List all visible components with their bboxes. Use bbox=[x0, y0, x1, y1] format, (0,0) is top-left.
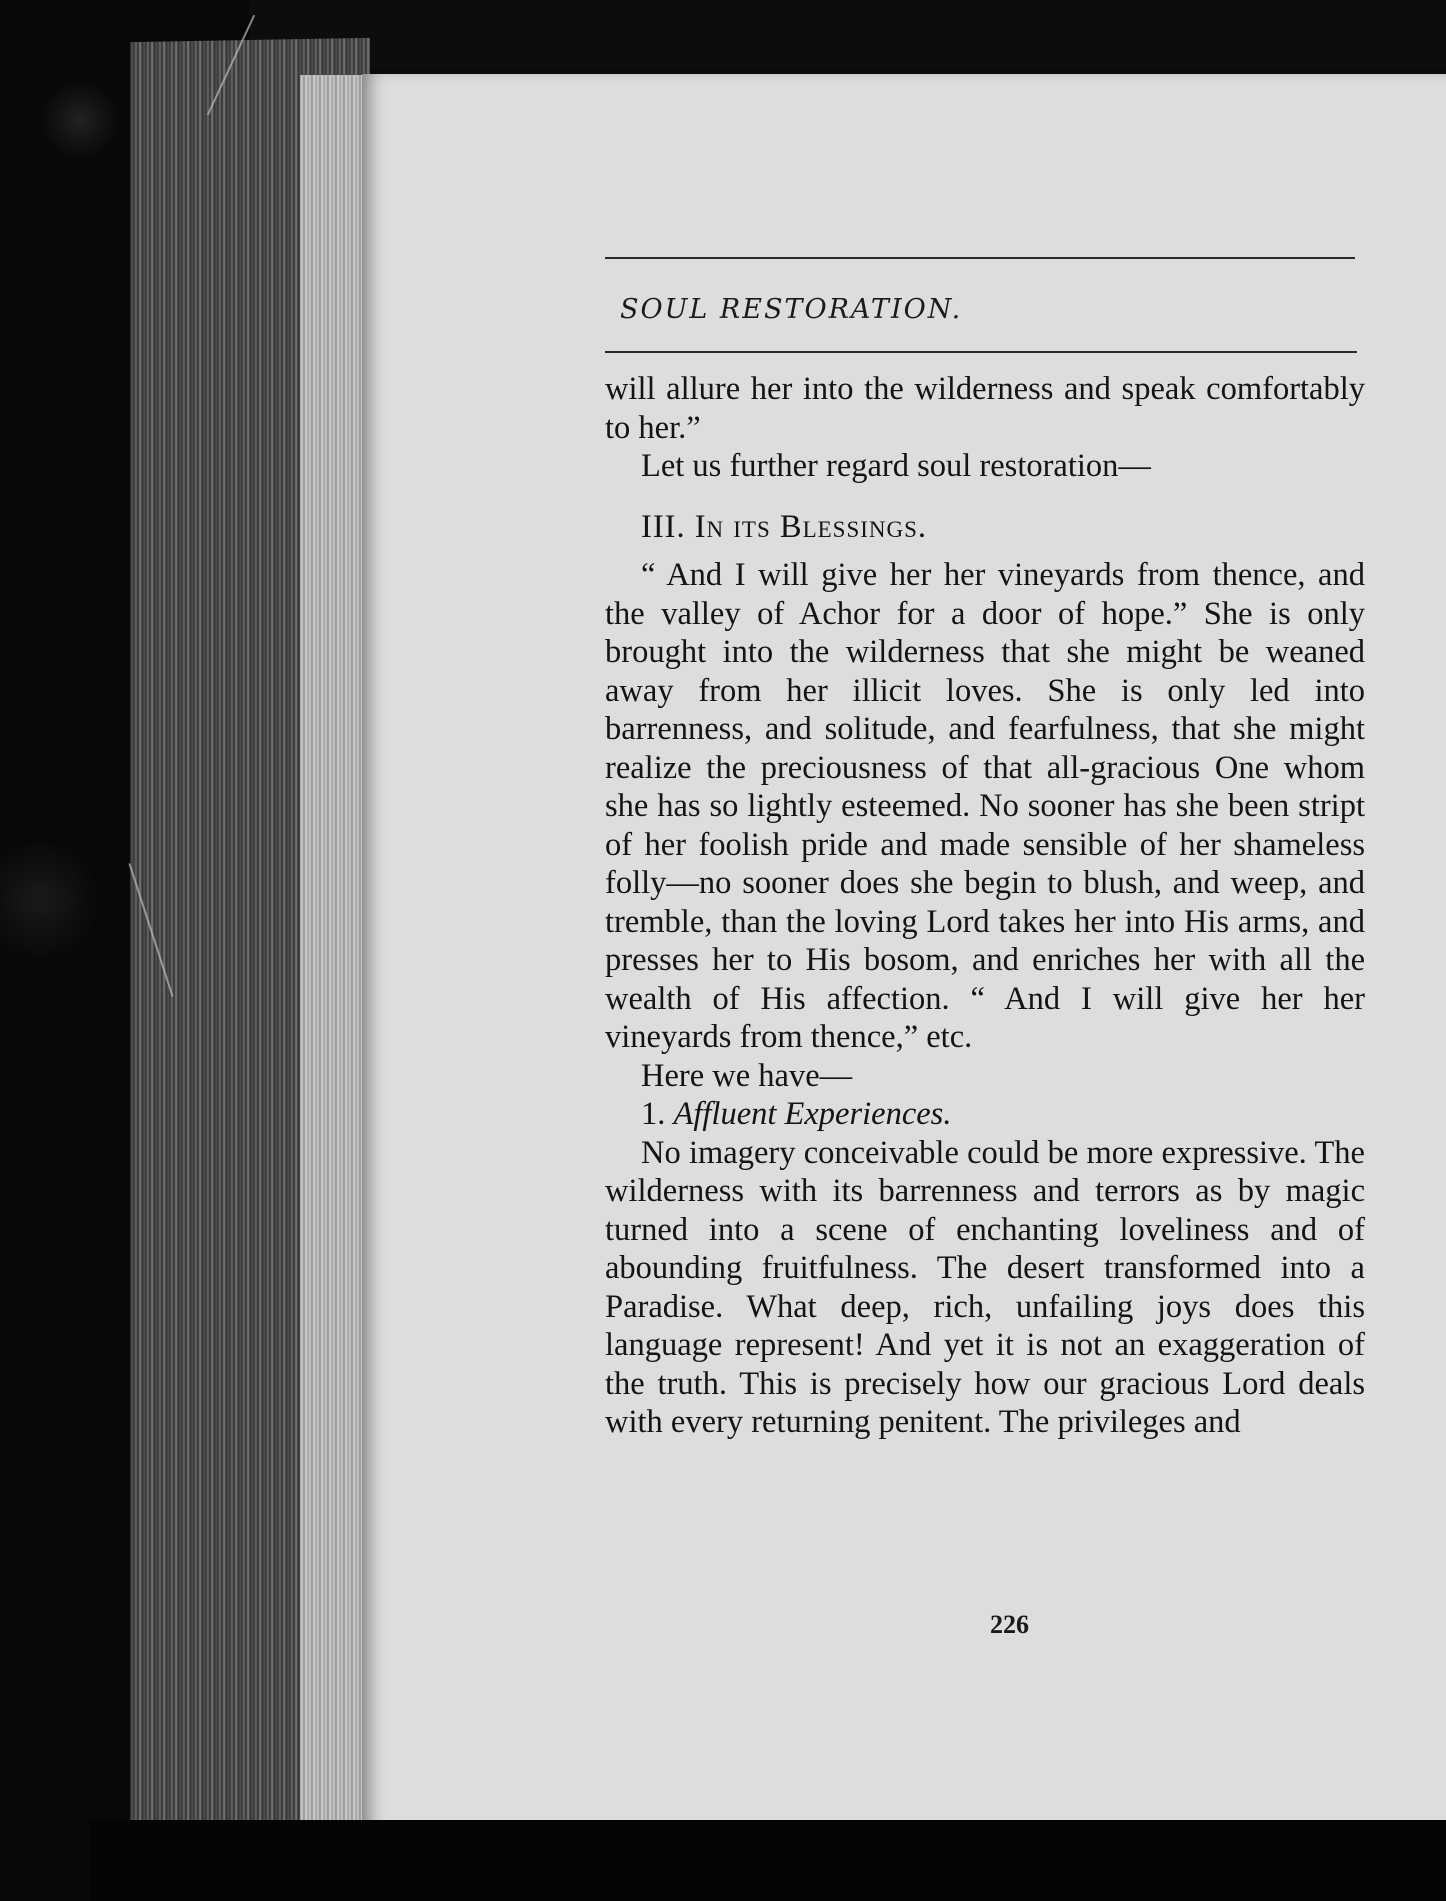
section-title-prefix: In its bbox=[694, 508, 771, 545]
section-paragraph: “ And I will give her her vineyards from thence, and the valley of Achor for a door of hope.” She is only brought into the wilderness that she might be weaned away from her illicit loves. She is only led into barrenness, and solitude, and fearfulness, that she might realize the preciousness of that all-gracious One whom she has so lightly esteemed. No sooner has she been stript of her foolish pride and made sensible of her shameless folly—no sooner does she begin to blush, and weep, and tremble, than the loving Lord takes her into His arms, and presses her to His bosom, and enriches her with all the wealth of His affection. “ And I will give her her vineyards from thence,” etc. bbox=[605, 557, 1365, 1055]
subsection-paragraph: No imagery conceivable could be more expressive. The wilderness with its barrenness and terrors as by magic turned into a scene of enchanting loveliness and of abounding fruitfulness. The desert transformed into a Paradise. What deep, rich, unfailing joys does this language represent! And yet it is not an exaggeration of the truth. This is precisely how our gracious Lord deals with every returning penitent. The privileges and bbox=[605, 1134, 1365, 1440]
section-intro: Here we have— bbox=[641, 1057, 853, 1094]
paragraph-continuation: will allure her into the wilderness and speak comfortably to her.” bbox=[605, 371, 1365, 446]
section-heading bbox=[605, 508, 1365, 547]
subsection-numeral: 1. bbox=[641, 1096, 666, 1132]
paragraph-transition: Let us further regard soul restoration— bbox=[641, 448, 1151, 484]
page-number: 226 bbox=[990, 1610, 1029, 1639]
header-rule-top bbox=[605, 257, 1355, 259]
section-numeral: III. bbox=[641, 508, 686, 545]
bottom-shadow bbox=[90, 1820, 1446, 1901]
page-body bbox=[605, 370, 1365, 1442]
running-head: SOUL RESTORATION. bbox=[620, 294, 963, 325]
section-title: Blessings. bbox=[779, 508, 928, 545]
subsection-title: Affluent Experiences. bbox=[673, 1096, 952, 1132]
top-shadow bbox=[250, 0, 1446, 70]
header-rule-bottom bbox=[605, 351, 1357, 353]
subsection-heading bbox=[605, 1095, 1365, 1134]
